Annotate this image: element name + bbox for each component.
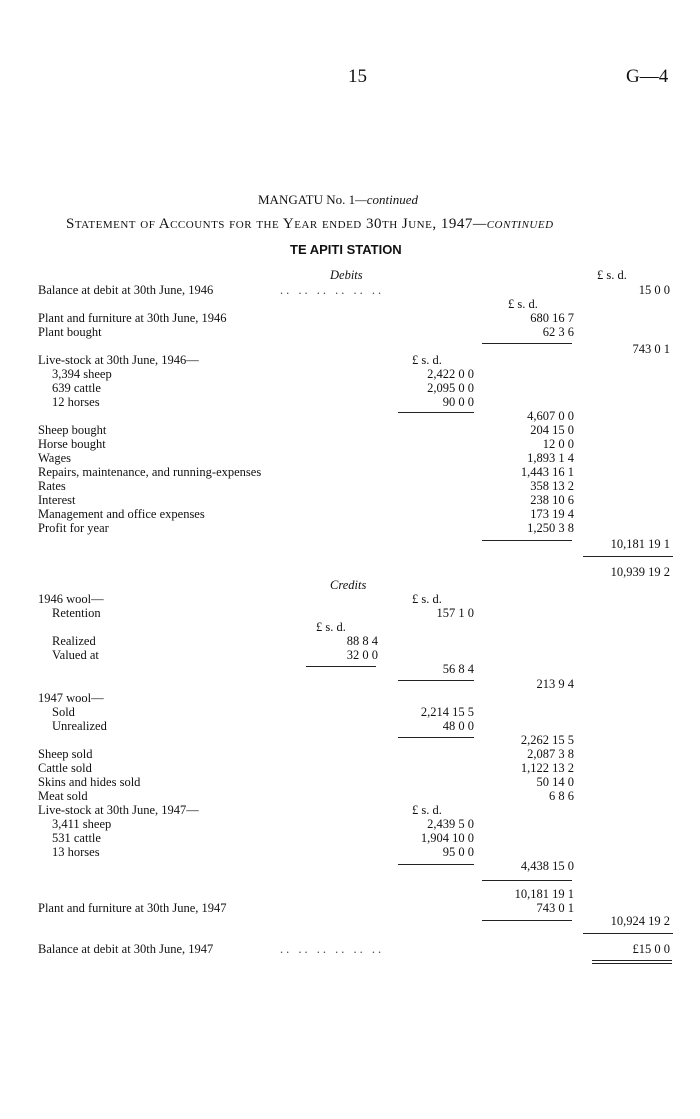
rates-amount: 358 13 2: [530, 479, 574, 493]
profit-label: Profit for year: [38, 521, 109, 535]
debits-grand-total: 10,939 19 2: [610, 565, 670, 579]
plant-bought-label: Plant bought: [38, 325, 102, 339]
livestock-1947-item-label: 531 cattle: [52, 831, 101, 845]
statement-title: Statement of Accounts for the Year ended 30th June, 1947—continued: [66, 216, 554, 232]
credits-heading: Credits: [330, 578, 367, 592]
horse-bought-label: Horse bought: [38, 437, 106, 451]
sheep-sold-amount: 2,087 3 8: [527, 747, 574, 761]
rule: [482, 343, 572, 344]
livestock-1947-item-label: 3,411 sheep: [52, 817, 112, 831]
wool-unrealized-label: Unrealized: [52, 719, 107, 733]
horse-bought-amount: 12 0 0: [542, 437, 574, 451]
sheep-sold-label: Sheep sold: [38, 747, 93, 761]
plant-bought-amount: 62 3 6: [542, 325, 574, 339]
wool-1947-subtotal: 2,262 15 5: [520, 733, 574, 747]
rule: [306, 666, 376, 667]
livestock-1947-item-amount: 2,439 5 0: [427, 817, 474, 831]
wool-sold-amount: 2,214 15 5: [420, 705, 474, 719]
wool-1946-subtotal: 213 9 4: [536, 677, 574, 691]
plant-1947-amount: 743 0 1: [536, 901, 574, 915]
cattle-sold-label: Cattle sold: [38, 761, 92, 775]
livestock-1947-subtotal: 4,438 15 0: [520, 859, 574, 873]
wool-1947-label: 1947 wool—: [38, 691, 104, 705]
livestock-item-amount: 2,095 0 0: [427, 381, 474, 395]
page-number: 15: [348, 66, 367, 87]
wool-unrealized-amount: 48 0 0: [442, 719, 474, 733]
document-code: G—4: [626, 66, 669, 87]
rule: [482, 920, 572, 921]
valued-label: Valued at: [52, 648, 99, 662]
rule: [398, 412, 474, 413]
debits-sum: 10,181 19 1: [610, 537, 670, 551]
credits-total: 10,924 19 2: [610, 914, 670, 928]
realized-amount: 88 8 4: [346, 634, 378, 648]
profit-amount: 1,250 3 8: [527, 521, 574, 535]
valued-amount: 32 0 0: [346, 648, 378, 662]
currency-header: £ s. d.: [412, 353, 442, 367]
currency-header: £ s. d.: [508, 297, 538, 311]
interest-amount: 238 10 6: [530, 493, 574, 507]
plant-1946-amount: 680 16 7: [530, 311, 574, 325]
livestock-1947-item-label: 13 horses: [52, 845, 100, 859]
rule: [398, 680, 474, 681]
rates-label: Rates: [38, 479, 66, 493]
meat-sold-amount: 6 8 6: [549, 789, 574, 803]
rule: [583, 556, 673, 557]
currency-header: £ s. d.: [316, 620, 346, 634]
plant-subtotal: 743 0 1: [632, 342, 670, 356]
rule: [398, 864, 474, 865]
balance-1947-amount: £15 0 0: [632, 942, 670, 956]
station-title: TE APITI STATION: [290, 242, 402, 257]
sheep-bought-amount: 204 15 0: [530, 423, 574, 437]
livestock-1947-item-amount: 1,904 10 0: [420, 831, 474, 845]
sheep-bought-label: Sheep bought: [38, 423, 107, 437]
management-amount: 173 19 4: [530, 507, 574, 521]
skins-label: Skins and hides sold: [38, 775, 141, 789]
plant-1947-label: Plant and furniture at 30th June, 1947: [38, 901, 227, 915]
livestock-subtotal: 4,607 0 0: [527, 409, 574, 423]
rule: [482, 540, 572, 541]
management-label: Management and office expenses: [38, 507, 205, 521]
leader-dots: .. .. .. .. .. ..: [280, 942, 385, 956]
currency-header: £ s. d.: [597, 268, 627, 282]
meat-sold-label: Meat sold: [38, 789, 88, 803]
balance-1947-label: Balance at debit at 30th June, 1947: [38, 942, 214, 956]
plant-1946-label: Plant and furniture at 30th June, 1946: [38, 311, 227, 325]
wool-sold-label: Sold: [52, 705, 75, 719]
wool-1946-difference: 56 8 4: [442, 662, 474, 676]
livestock-item-label: 3,394 sheep: [52, 367, 112, 381]
livestock-item-label: 12 horses: [52, 395, 100, 409]
rule: [583, 933, 673, 934]
realized-label: Realized: [52, 634, 96, 648]
double-rule: [592, 960, 672, 964]
repairs-label: Repairs, maintenance, and running-expenses: [38, 465, 262, 479]
repairs-amount: 1,443 16 1: [520, 465, 574, 479]
leader-dots: .. .. .. .. .. ..: [280, 283, 385, 297]
livestock-item-amount: 2,422 0 0: [427, 367, 474, 381]
debits-heading: Debits: [330, 268, 363, 282]
credits-sum: 10,181 19 1: [514, 887, 574, 901]
skins-amount: 50 14 0: [536, 775, 574, 789]
rule: [398, 737, 474, 738]
balance-1946-label: Balance at debit at 30th June, 1946: [38, 283, 214, 297]
balance-1946-amount: 15 0 0: [638, 283, 670, 297]
interest-label: Interest: [38, 493, 76, 507]
livestock-1946-label: Live-stock at 30th June, 1946—: [38, 353, 199, 367]
livestock-1947-item-amount: 95 0 0: [442, 845, 474, 859]
wool-1946-label: 1946 wool—: [38, 592, 104, 606]
retention-amount: 157 1 0: [436, 606, 474, 620]
rule: [482, 880, 572, 881]
cattle-sold-amount: 1,122 13 2: [520, 761, 574, 775]
livestock-item-label: 639 cattle: [52, 381, 101, 395]
wages-label: Wages: [38, 451, 72, 465]
livestock-item-amount: 90 0 0: [442, 395, 474, 409]
currency-header: £ s. d.: [412, 592, 442, 606]
currency-header: £ s. d.: [412, 803, 442, 817]
retention-label: Retention: [52, 606, 101, 620]
document-title: MANGATU No. 1—continued: [258, 192, 418, 207]
livestock-1947-label: Live-stock at 30th June, 1947—: [38, 803, 199, 817]
wages-amount: 1,893 1 4: [527, 451, 574, 465]
